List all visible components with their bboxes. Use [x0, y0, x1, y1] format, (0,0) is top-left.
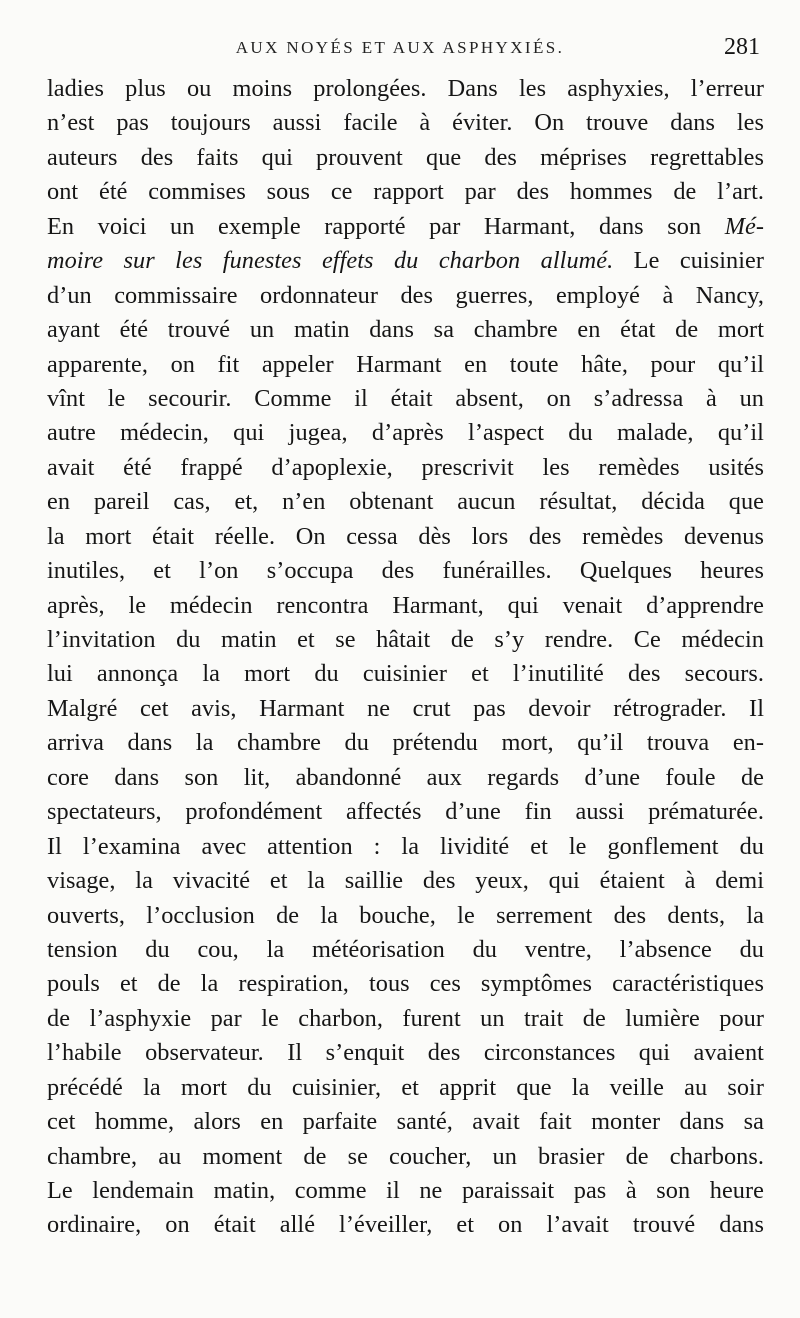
text-line-33: Le lendemain matin, comme il ne paraissait pas à son heure: [47, 1177, 764, 1204]
running-title: AUX NOYÉS ET AUX ASPHYXIÉS.: [235, 38, 565, 57]
text-line-17: l’invitation du matin et se hâtait de s’y rendre. Ce médecin: [47, 626, 764, 653]
text-line-32: chambre, au moment de se coucher, un brasier de charbons.: [47, 1142, 764, 1170]
text-line-30: précédé la mort du cuisinier, et apprit que la veille au soir: [47, 1073, 764, 1101]
page-number: 281: [724, 34, 760, 60]
text-line-31: cet homme, alors en parfaite santé, avait fait monter dans sa: [47, 1108, 764, 1136]
text-line-19: Malgré cet avis, Harmant ne crut pas devoir rétrograder. Il: [47, 694, 764, 722]
text-line-4: ont été commises sous ce rapport par des hommes de l’art.: [47, 178, 764, 206]
text-line-28: de l’asphyxie par le charbon, furent un trait de lumière pour: [47, 1004, 764, 1032]
text-line-34: ordinaire, on était allé l’éveiller, et on l’avait trouvé dans: [47, 1211, 764, 1239]
text-line-1: ladies plus ou moins prolongées. Dans les asphyxies, l’erreur: [47, 75, 764, 102]
text-line-7: d’un commissaire ordonnateur des guerres, employé à Nancy,: [47, 281, 764, 309]
text-line-21: core dans son lit, abandonné aux regards d’une foule de: [47, 763, 764, 791]
running-head: [0, 34, 800, 62]
body-text: [47, 72, 764, 1243]
text-line-6: moire sur les funestes effets du charbon allumé. Le cuisinier: [47, 247, 764, 275]
text-line-3: auteurs des faits qui prouvent que des méprises regrettables: [47, 143, 764, 171]
text-line-14: la mort était réelle. On cessa dès lors des remèdes devenus: [47, 522, 764, 550]
text-line-9: apparente, on fit appeler Harmant en toute hâte, pour qu’il: [47, 350, 764, 378]
text-line-20: arriva dans la chambre du prétendu mort, qu’il trouva en-: [47, 729, 764, 757]
text-line-2: n’est pas toujours aussi facile à éviter. On trouve dans les: [47, 109, 764, 137]
text-line-18: lui annonça la mort du cuisinier et l’inutilité des secours.: [47, 660, 764, 688]
text-line-24: visage, la vivacité et la saillie des yeux, qui étaient à demi: [47, 867, 764, 895]
text-line-26: tension du cou, la météorisation du ventre, l’absence du: [47, 935, 764, 963]
text-line-29: l’habile observateur. Il s’enquit des circonstances qui avaient: [47, 1039, 764, 1067]
text-line-25: ouverts, l’occlusion de la bouche, le serrement des dents, la: [47, 901, 764, 929]
text-line-8: ayant été trouvé un matin dans sa chambre en état de mort: [47, 316, 764, 344]
text-line-22: spectateurs, profondément affectés d’une fin aussi prématurée.: [47, 798, 764, 826]
italic-title-end: moire sur les funestes effets du charbon allumé.: [47, 247, 614, 275]
italic-title-start: Mé-: [724, 212, 764, 240]
text-line-13: en pareil cas, et, n’en obtenant aucun résultat, décida que: [47, 488, 764, 516]
text-line-23: Il l’examina avec attention : la lividité et le gonflement du: [47, 832, 764, 860]
text-line-5: En voici un exemple rapporté par Harmant, dans son Mé-: [47, 212, 764, 240]
text-line-11: autre médecin, qui jugea, d’après l’aspect du malade, qu’il: [47, 419, 764, 447]
text-line-12: avait été frappé d’apoplexie, prescrivit les remèdes usités: [47, 453, 764, 481]
text-line-16: après, le médecin rencontra Harmant, qui venait d’apprendre: [47, 591, 764, 619]
text-line-10: vînt le secourir. Comme il était absent, on s’adressa à un: [47, 384, 764, 412]
text-line-27: pouls et de la respiration, tous ces symptômes caractéristiques: [47, 970, 764, 998]
text-line-15: inutiles, et l’on s’occupa des funérailles. Quelques heures: [47, 557, 764, 585]
